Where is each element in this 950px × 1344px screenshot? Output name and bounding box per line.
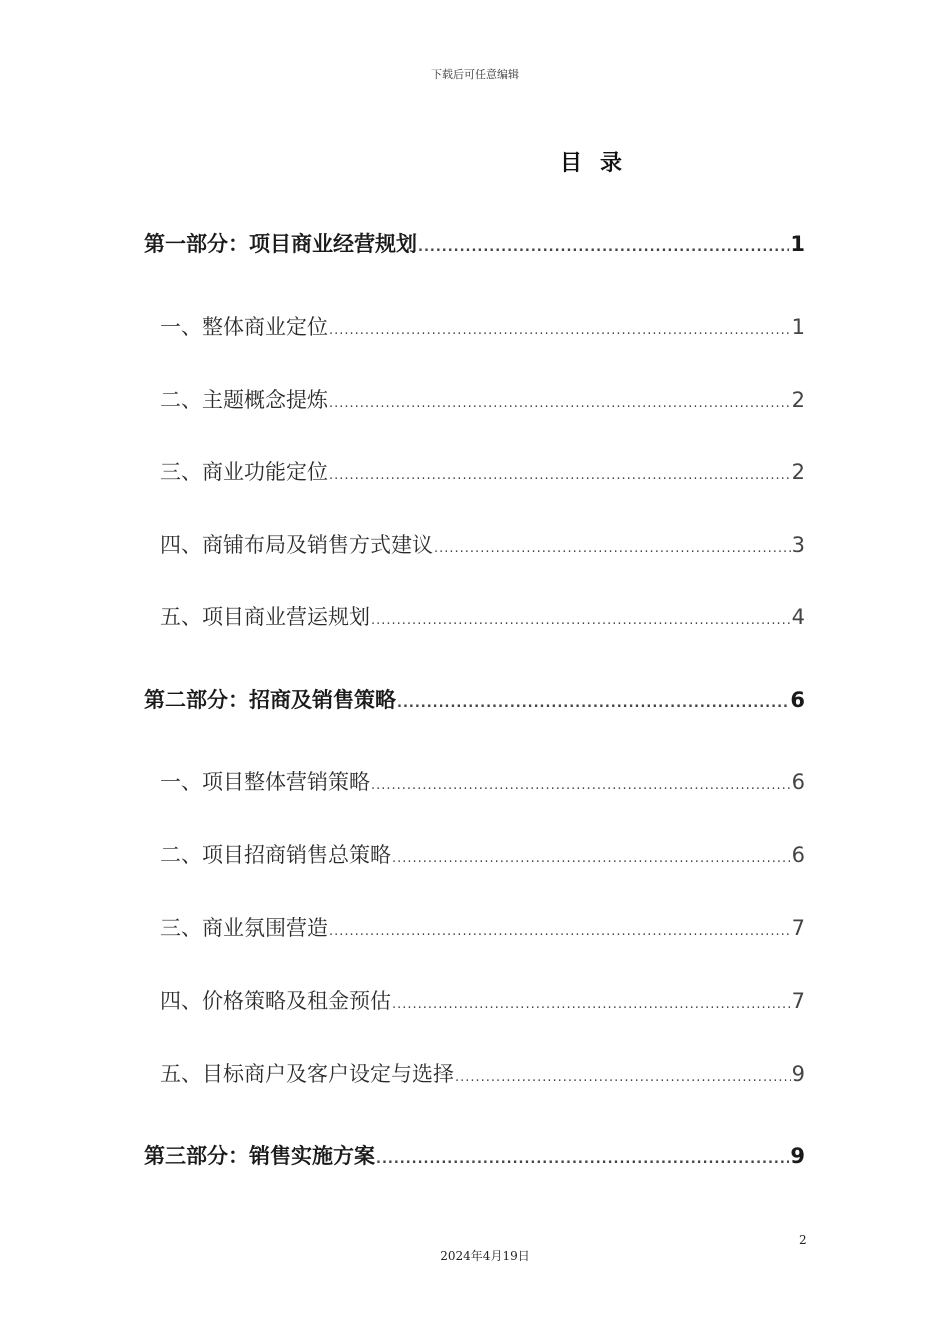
toc-entry-section[interactable] (160, 456, 805, 486)
toc-entry-label: 五、目标商户及客户设定与选择 (160, 1062, 454, 1086)
dot-leader (329, 924, 791, 939)
toc-entry-page: 9 (791, 1062, 805, 1086)
toc-entry-page: 7 (791, 916, 805, 940)
toc-entry-label: 二、项目招商销售总策略 (160, 843, 391, 867)
toc-entry-label: 五、项目商业营运规划 (160, 605, 370, 629)
toc-entry-part-3[interactable] (144, 1140, 805, 1170)
toc-entry-section[interactable] (160, 384, 805, 414)
toc-entry-page: 6 (791, 843, 805, 867)
toc-entry-label: 四、商铺布局及销售方式建议 (160, 533, 433, 557)
toc-entry-label: 一、整体商业定位 (160, 315, 328, 339)
toc-entry-page: 2 (791, 388, 805, 412)
dot-leader (329, 396, 791, 411)
toc-entry-section[interactable] (160, 311, 805, 341)
dot-leader (371, 778, 791, 793)
toc-entry-label: 一、项目整体营销策略 (160, 770, 370, 794)
toc-entry-label: 三、商业氛围营造 (160, 916, 328, 940)
dot-leader (455, 1070, 791, 1085)
toc-entry-page: 6 (790, 688, 805, 712)
toc-entry-section[interactable] (160, 1058, 805, 1088)
toc-entry-page: 7 (791, 989, 805, 1013)
toc-entry-part-2[interactable] (144, 684, 805, 714)
dot-leader (434, 541, 791, 556)
footer-date: 2024年4月19日 (440, 1249, 530, 1263)
toc-entry-section[interactable] (160, 601, 805, 631)
toc-entry-page: 6 (791, 770, 805, 794)
toc-entry-section[interactable] (160, 912, 805, 942)
toc-entry-page: 4 (791, 605, 805, 629)
toc-entry-label: 第三部分：销售实施方案 (144, 1144, 375, 1168)
dot-leader (376, 1152, 789, 1167)
page-header: 下载后可任意编辑 (431, 68, 519, 81)
toc-entry-label: 四、价格策略及租金预估 (160, 989, 391, 1013)
toc-entry-section[interactable] (160, 839, 805, 869)
toc-entry-page: 3 (791, 533, 805, 557)
toc-entry-page: 2 (791, 460, 805, 484)
toc-entry-label: 第二部分：招商及销售策略 (144, 688, 396, 712)
toc-entry-section[interactable] (160, 766, 805, 796)
toc-entry-section[interactable] (160, 529, 805, 559)
toc-entry-label: 二、主题概念提炼 (160, 388, 328, 412)
dot-leader (371, 613, 791, 628)
dot-leader (392, 851, 791, 866)
toc-entry-label: 第一部分：项目商业经营规划 (144, 232, 417, 256)
toc-entry-page: 9 (790, 1144, 805, 1168)
dot-leader (418, 240, 789, 255)
toc-entry-page: 1 (790, 232, 805, 256)
dot-leader (329, 468, 791, 483)
toc-entry-page: 1 (791, 315, 805, 339)
toc-entry-part-1[interactable] (144, 228, 805, 258)
toc-title: 目录 (560, 151, 641, 176)
page-number: 2 (799, 1233, 807, 1247)
dot-leader (329, 323, 791, 338)
dot-leader (392, 997, 791, 1012)
toc-entry-section[interactable] (160, 985, 805, 1015)
dot-leader (397, 696, 789, 711)
toc-entry-label: 三、商业功能定位 (160, 460, 328, 484)
